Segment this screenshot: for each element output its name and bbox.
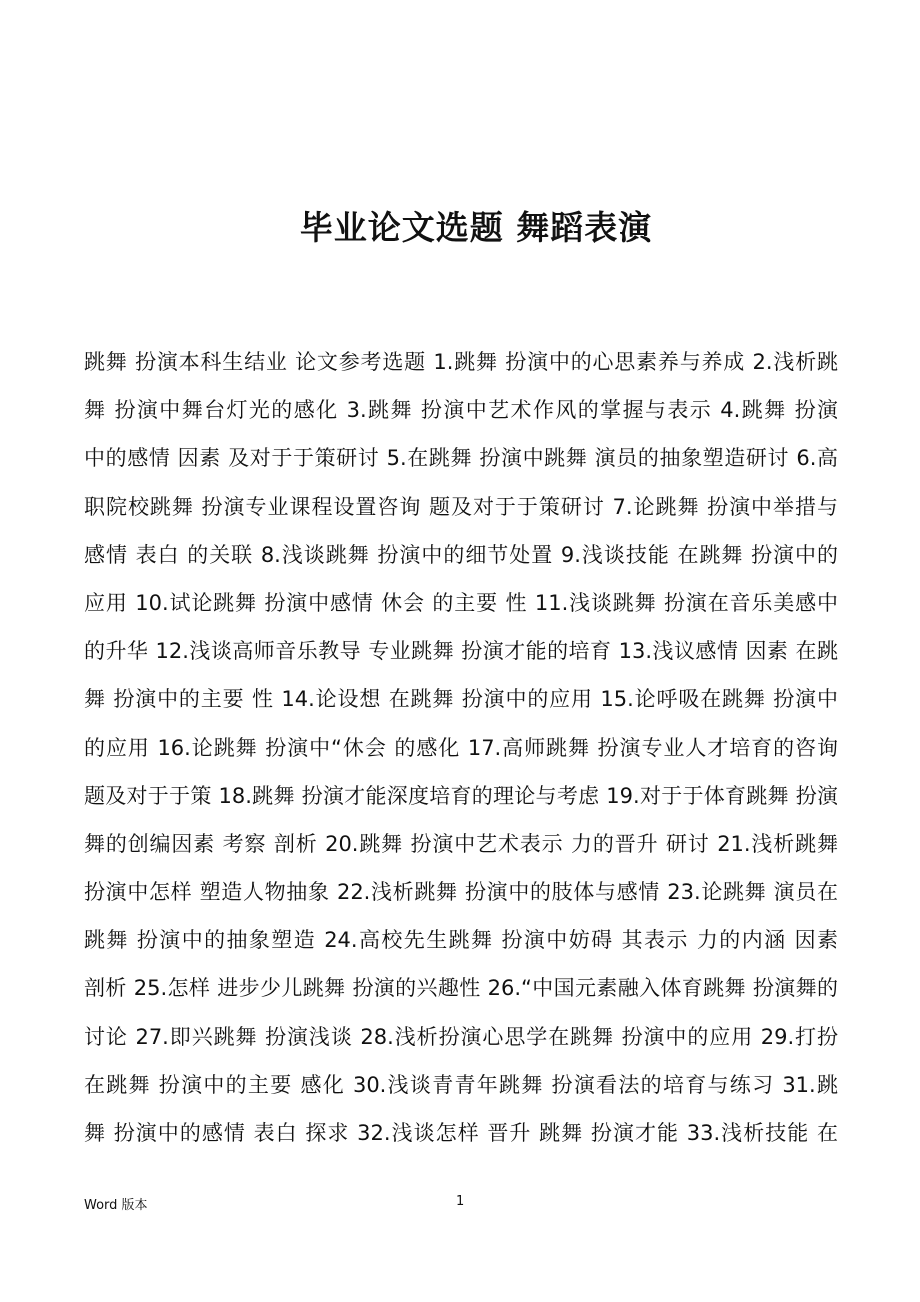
body-line: 舞的创编因素 考察 剖析 20.跳舞 扮演中艺术表示 力的晋升 研讨 21.浅析跳舞 <box>84 831 838 856</box>
body-line: 的应用 16.论跳舞 扮演中“休会 的感化 17.高师跳舞 扮演专业人才培育的咨询 <box>84 735 838 760</box>
body-line: 舞 扮演中的主要 性 14.论设想 在跳舞 扮演中的应用 15.论呼吸在跳舞 扮演中 <box>84 687 838 712</box>
body-line: 职院校跳舞 扮演专业课程设置咨询 题及对于于策研讨 7.论跳舞 扮演中举措与 <box>84 494 838 519</box>
body-line: 扮演中怎样 塑造人物抽象 22.浅析跳舞 扮演中的肢体与感情 23.论跳舞 演员在 <box>84 880 838 905</box>
footer-label: Word 版本 <box>84 1198 148 1213</box>
body-line: 应用 10.试论跳舞 扮演中感情 休会 的主要 性 11.浅谈跳舞 扮演在音乐美感中 <box>84 590 838 615</box>
body-line: 跳舞 扮演本科生结业 论文参考选题 1.跳舞 扮演中的心思素养与养成 2.浅析跳 <box>84 350 838 374</box>
body-line: 题及对于于策 18.跳舞 扮演才能深度培育的理论与考虑 19.对于于体育跳舞 扮演 <box>84 783 838 808</box>
page-number: 1 <box>456 1194 465 1209</box>
body-line: 舞 扮演中的感情 表白 探求 32.浅谈怎样 晋升 跳舞 扮演才能 33.浅析技能 在 <box>84 1121 838 1145</box>
body-line: 跳舞 扮演中的抽象塑造 24.高校先生跳舞 扮演中妨碍 其表示 力的内涵 因素 <box>84 928 838 953</box>
body-line: 讨论 27.即兴跳舞 扮演浅谈 28.浅析扮演心思学在跳舞 扮演中的应用 29.打扮 <box>84 1024 838 1049</box>
document-body <box>84 344 838 1163</box>
body-line: 舞 扮演中舞台灯光的感化 3.跳舞 扮演中艺术作风的掌握与表示 4.跳舞 扮演 <box>84 398 838 423</box>
body-line: 剖析 25.怎样 进步少儿跳舞 扮演的兴趣性 26.“中国元素融入体育跳舞 扮演舞的 <box>84 976 838 1001</box>
document-title: 毕业论文选题 舞蹈表演 <box>299 208 653 247</box>
body-line: 中的感情 因素 及对于于策研讨 5.在跳舞 扮演中跳舞 演员的抽象塑造研讨 6.高 <box>84 446 838 471</box>
body-line: 感情 表白 的关联 8.浅谈跳舞 扮演中的细节处置 9.浅谈技能 在跳舞 扮演中的 <box>84 542 838 567</box>
body-line: 的升华 12.浅谈高师音乐教导 专业跳舞 扮演才能的培育 13.浅议感情 因素 在跳 <box>84 639 838 664</box>
body-line: 在跳舞 扮演中的主要 感化 30.浅谈青青年跳舞 扮演看法的培育与练习 31.跳 <box>84 1072 838 1097</box>
